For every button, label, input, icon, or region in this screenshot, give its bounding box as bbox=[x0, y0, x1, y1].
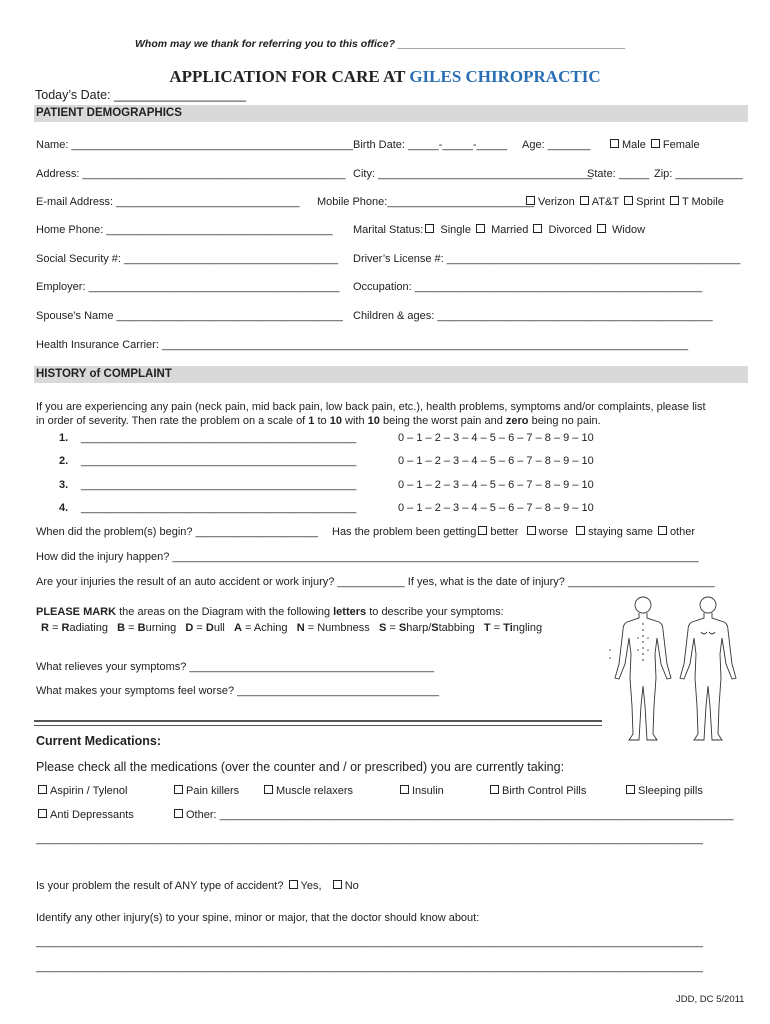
other-trend-label: other bbox=[669, 526, 696, 538]
city-field[interactable]: City: ___________________________________ bbox=[353, 168, 593, 180]
med-sleeping-pills bbox=[624, 785, 703, 797]
painkillers-checkbox[interactable] bbox=[174, 785, 183, 794]
title-main: APPLICATION FOR CARE AT bbox=[169, 67, 410, 86]
accident-question-label: Is your problem the result of ANY type of accident? bbox=[36, 880, 284, 892]
accident-yes-label: Yes, bbox=[300, 880, 322, 892]
med-painkillers bbox=[172, 785, 239, 797]
tmobile-checkbox[interactable] bbox=[670, 196, 679, 205]
sleeping-pills-checkbox[interactable] bbox=[626, 785, 635, 794]
anti-depressants-checkbox[interactable] bbox=[38, 809, 47, 818]
history-heading: HISTORY of COMPLAINT bbox=[34, 366, 748, 383]
insulin-checkbox[interactable] bbox=[400, 785, 409, 794]
other-trend-checkbox[interactable] bbox=[658, 526, 667, 535]
complaint-line-1[interactable]: _____________________________________________ bbox=[81, 432, 357, 444]
tmobile-label: T Mobile bbox=[681, 196, 724, 208]
pain-scale-4[interactable]: 0 – 1 – 2 – 3 – 4 – 5 – 6 – 7 – 8 – 9 – 10 bbox=[398, 502, 594, 514]
trend-label: Has the problem been getting bbox=[332, 526, 477, 538]
zip-field[interactable]: Zip: ___________ bbox=[654, 168, 743, 180]
married-checkbox[interactable] bbox=[476, 224, 485, 233]
female-checkbox[interactable] bbox=[651, 139, 660, 148]
mark-instructions bbox=[36, 606, 504, 618]
accident-yes-checkbox[interactable] bbox=[289, 880, 298, 889]
intro-bold-zero: zero bbox=[505, 415, 529, 427]
spine-dots bbox=[609, 623, 649, 661]
section-divider-thin bbox=[34, 725, 602, 726]
drivers-license-field[interactable]: Driver’s License #: ________________________________________________ bbox=[353, 253, 741, 265]
pain-scale-3[interactable]: 0 – 1 – 2 – 3 – 4 – 5 – 6 – 7 – 8 – 9 – 10 bbox=[398, 479, 594, 491]
complaint-line-3[interactable]: _____________________________________________ bbox=[81, 479, 357, 491]
sprint-checkbox[interactable] bbox=[624, 196, 633, 205]
med-other bbox=[172, 809, 734, 821]
accident-no-checkbox[interactable] bbox=[333, 880, 342, 889]
other-med-field[interactable]: Other: ____________________________________________________________________________________ bbox=[186, 809, 734, 821]
relieves-field[interactable]: What relieves your symptoms? ________________________________________ bbox=[36, 661, 435, 673]
birth-control-checkbox[interactable] bbox=[490, 785, 499, 794]
worsens-field[interactable]: What makes your symptoms feel worse? _________________________________ bbox=[36, 685, 440, 697]
legend-burning: B = Burning bbox=[117, 622, 177, 634]
married-label: Married bbox=[491, 224, 529, 236]
muscle-relaxers-label: Muscle relaxers bbox=[276, 785, 354, 797]
carrier-options bbox=[524, 196, 724, 208]
legend-tingling: T = Tingling bbox=[483, 622, 543, 634]
body-front-figure bbox=[680, 597, 736, 740]
intro-text-i: being no pain. bbox=[528, 415, 601, 427]
intro-text-e: with bbox=[341, 415, 368, 427]
address-field[interactable]: Address: ___________________________________________ bbox=[36, 168, 346, 180]
legend-sharp: S = Sharp/Stabbing bbox=[378, 622, 475, 634]
other-med-checkbox[interactable] bbox=[174, 809, 183, 818]
accident-no-label: No bbox=[344, 880, 359, 892]
problem-trend-options bbox=[332, 526, 695, 538]
divorced-checkbox[interactable] bbox=[533, 224, 542, 233]
other-injury-line-2[interactable]: _____________________________________________________________________________________________________________ bbox=[36, 961, 703, 973]
med-insulin bbox=[398, 785, 444, 797]
intro-bold-10b: 10 bbox=[367, 415, 380, 427]
symptom-legend bbox=[41, 622, 542, 634]
state-field[interactable]: State: _____ bbox=[587, 168, 650, 180]
form-title bbox=[0, 67, 770, 87]
auto-accident-field[interactable]: Are your injuries the result of an auto accident or work injury? ___________ If yes, what is the date of injury? ________________________ bbox=[36, 576, 715, 588]
intro-bold-10: 10 bbox=[329, 415, 342, 427]
legend-numbness: N = Numbness bbox=[296, 622, 370, 634]
marital-status-options bbox=[353, 224, 645, 236]
history-intro-line2 bbox=[36, 415, 601, 427]
worse-checkbox[interactable] bbox=[527, 526, 536, 535]
same-label: staying same bbox=[588, 526, 653, 538]
marital-status-label: Marital Status: bbox=[353, 224, 424, 236]
age-field[interactable]: Age: _______ bbox=[522, 139, 591, 151]
demographics-heading: PATIENT DEMOGRAPHICS bbox=[34, 105, 748, 122]
verizon-label: Verizon bbox=[538, 196, 575, 208]
pain-scale-1[interactable]: 0 – 1 – 2 – 3 – 4 – 5 – 6 – 7 – 8 – 9 – 10 bbox=[398, 432, 594, 444]
history-intro-line1: If you are experiencing any pain (neck pain, mid back pain, low back pain, etc.), health problems, symptoms and/or complaints, please list bbox=[36, 401, 706, 413]
widow-label: Widow bbox=[612, 224, 646, 236]
single-label: Single bbox=[440, 224, 471, 236]
referral-line: Whom may we thank for referring you to this office? _______________________________________ bbox=[135, 38, 626, 50]
worse-label: worse bbox=[538, 526, 568, 538]
mark-letters: letters bbox=[333, 606, 367, 618]
single-checkbox[interactable] bbox=[425, 224, 434, 233]
med-muscle-relaxers bbox=[262, 785, 353, 797]
aspirin-checkbox[interactable] bbox=[38, 785, 47, 794]
todays-date-field[interactable]: Today’s Date: ___________________ bbox=[35, 88, 247, 102]
widow-checkbox[interactable] bbox=[597, 224, 606, 233]
insulin-label: Insulin bbox=[412, 785, 444, 797]
male-checkbox[interactable] bbox=[610, 139, 619, 148]
name-field[interactable]: Name: ______________________________________________ bbox=[36, 139, 353, 151]
complaint-number-4: 4. bbox=[59, 502, 69, 514]
med-anti-depressants bbox=[36, 809, 134, 821]
other-injury-line-1[interactable]: _____________________________________________________________________________________________________________ bbox=[36, 936, 703, 948]
mark-text-1: the areas on the Diagram with the following bbox=[116, 606, 334, 618]
body-back-figure bbox=[615, 597, 671, 740]
other-injury-prompt: Identify any other injury(s) to your spine, minor or major, that the doctor should know about: bbox=[36, 912, 480, 924]
complaint-number-3: 3. bbox=[59, 479, 69, 491]
better-label: better bbox=[490, 526, 519, 538]
intro-bold-1: 1 bbox=[308, 415, 315, 427]
insurance-carrier-field[interactable]: Health Insurance Carrier: ______________________________________________________________________________________ bbox=[36, 339, 689, 351]
birth-control-label: Birth Control Pills bbox=[502, 785, 587, 797]
painkillers-label: Pain killers bbox=[186, 785, 240, 797]
medications-heading: Current Medications: bbox=[36, 734, 162, 748]
anti-depressants-label: Anti Depressants bbox=[50, 809, 134, 821]
divorced-label: Divorced bbox=[548, 224, 592, 236]
spouse-name-field[interactable]: Spouse’s Name _____________________________________ bbox=[36, 310, 343, 322]
sleeping-pills-label: Sleeping pills bbox=[638, 785, 703, 797]
problem-began-field[interactable]: When did the problem(s) begin? ____________________ bbox=[36, 526, 318, 538]
intro-text-c: to bbox=[314, 415, 330, 427]
footer-code: JDD, DC 5/2011 bbox=[676, 994, 745, 1005]
complaint-number-2: 2. bbox=[59, 455, 69, 467]
intro-text-a: in order of severity. Then rate the problem on a scale of bbox=[36, 415, 309, 427]
medications-instruction: Please check all the medications (over the counter and / or prescribed) you are currently taking: bbox=[36, 760, 565, 774]
better-checkbox[interactable] bbox=[478, 526, 487, 535]
sprint-label: Sprint bbox=[636, 196, 665, 208]
att-checkbox[interactable] bbox=[580, 196, 589, 205]
complaint-line-2[interactable]: _____________________________________________ bbox=[81, 455, 357, 467]
complaint-line-4[interactable]: _____________________________________________ bbox=[81, 502, 357, 514]
body-diagram[interactable] bbox=[605, 594, 745, 744]
section-divider-thick bbox=[34, 720, 602, 722]
complaint-number-1: 1. bbox=[59, 432, 69, 444]
birth-date-field[interactable]: Birth Date: _____-_____-_____ bbox=[353, 139, 508, 151]
med-birth-control bbox=[488, 785, 586, 797]
female-label: Female bbox=[662, 139, 700, 151]
title-brand: GILES CHIROPRACTIC bbox=[409, 67, 601, 86]
injury-how-field[interactable]: How did the injury happen? ______________________________________________________________________________________ bbox=[36, 551, 699, 563]
pain-scale-2[interactable]: 0 – 1 – 2 – 3 – 4 – 5 – 6 – 7 – 8 – 9 – 10 bbox=[398, 455, 594, 467]
muscle-relaxers-checkbox[interactable] bbox=[264, 785, 273, 794]
aspirin-label: Aspirin / Tylenol bbox=[50, 785, 128, 797]
mark-text-2: to describe your symptoms: bbox=[366, 606, 504, 618]
gender-options bbox=[608, 139, 700, 151]
same-checkbox[interactable] bbox=[576, 526, 585, 535]
ssn-field[interactable]: Social Security #: ___________________________________ bbox=[36, 253, 339, 265]
accident-question bbox=[36, 880, 359, 892]
med-aspirin bbox=[36, 785, 127, 797]
mobile-phone-field[interactable]: Mobile Phone:________________________ bbox=[317, 196, 535, 208]
home-phone-field[interactable]: Home Phone: _____________________________________ bbox=[36, 224, 333, 236]
employer-field[interactable]: Employer: _________________________________________ bbox=[36, 281, 340, 293]
legend-radiating: R = Radiating bbox=[41, 622, 108, 634]
medications-extra-line[interactable]: _____________________________________________________________________________________________________________ bbox=[36, 833, 703, 845]
intro-text-g: being the worst pain and bbox=[379, 415, 506, 427]
children-ages-field[interactable]: Children & ages: _____________________________________________ bbox=[353, 310, 713, 322]
email-field[interactable]: E-mail Address: ______________________________ bbox=[36, 196, 300, 208]
legend-aching: A = Aching bbox=[234, 622, 288, 634]
verizon-checkbox[interactable] bbox=[526, 196, 535, 205]
att-label: AT&T bbox=[591, 196, 620, 208]
mark-bold: PLEASE MARK bbox=[36, 606, 117, 618]
occupation-field[interactable]: Occupation: _______________________________________________ bbox=[353, 281, 703, 293]
male-label: Male bbox=[622, 139, 646, 151]
legend-dull: D = Dull bbox=[185, 622, 225, 634]
